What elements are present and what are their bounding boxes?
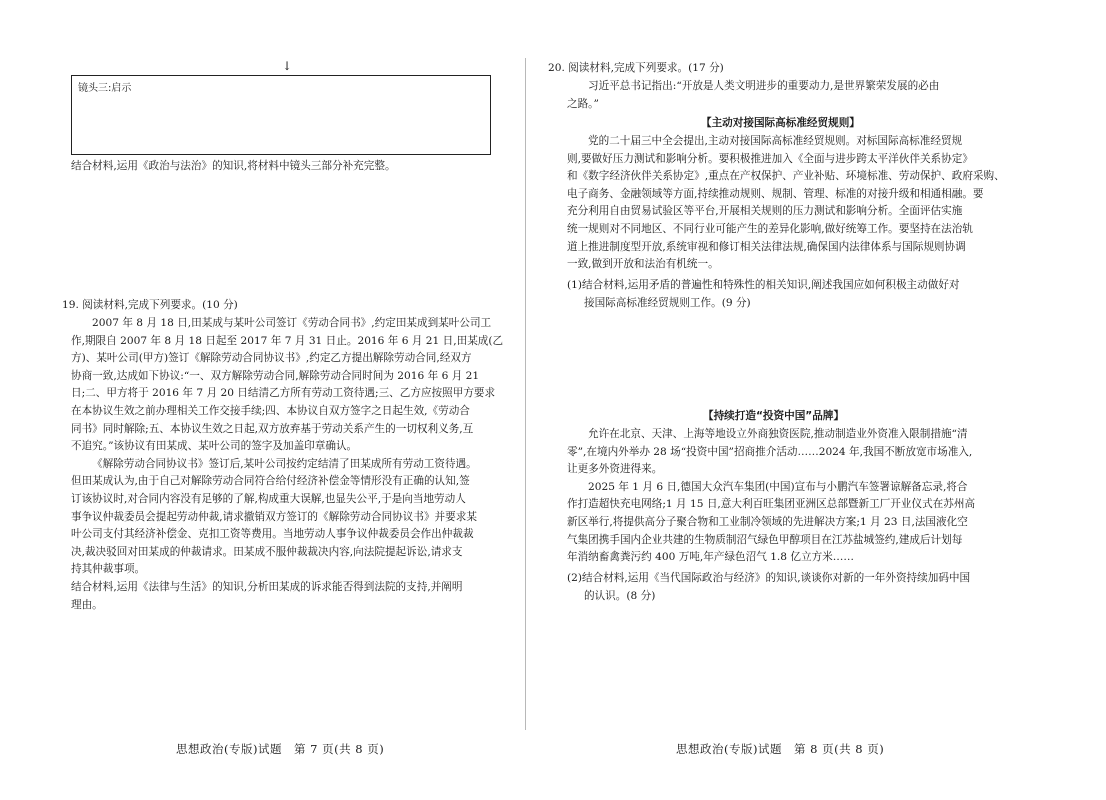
text-line: 2025 年 1 月 6 日,德国大众汽车集团(中国)宣布与小鹏汽车签署谅解备忘录,将合 bbox=[588, 480, 968, 493]
down-arrow-icon: ↓ bbox=[282, 59, 293, 73]
page-divider bbox=[525, 58, 526, 730]
q18-prompt: 结合材料,运用《政治与法治》的知识,将材料中镜头三部分补充完整。 bbox=[71, 160, 396, 172]
text-line: 订该协议时,对合同内容没有足够的了解,构成重大误解,也显失公平,于是向当地劳动人 bbox=[71, 492, 466, 505]
text-line: 接国际高标准经贸规则工作。(9 分) bbox=[584, 296, 751, 309]
text-line: 但田某成认为,由于自己对解除劳动合同符合给付经济补偿金等情形没有正确的认知,签 bbox=[71, 475, 470, 488]
text-line: 和《数字经济伙伴关系协定》,重点在产权保护、产业补贴、环境标准、劳动保护、政府采购、 bbox=[567, 170, 1005, 183]
answer-box-shot-three bbox=[71, 75, 491, 155]
section2-material bbox=[567, 426, 975, 567]
text-line: 作打造超快充电网络;1 月 15 日,意大利百旺集团亚洲区总部暨新工厂开业仪式在苏州高 bbox=[567, 498, 976, 511]
text-line: 则,要做好压力测试和影响分析。要积极推进加入《全面与进步跨太平洋伙伴关系协定》 bbox=[567, 152, 973, 165]
quote-block bbox=[567, 78, 939, 113]
text-line: 《解除劳动合同协议书》签订后,某叶公司按约定结清了田某成所有劳动工资待遇。 bbox=[92, 457, 477, 470]
text-line: 充分利用自由贸易试验区等平台,开展相关规则的压力测试和影响分析。全面评估实施 bbox=[567, 205, 963, 218]
text-line: 日;二、甲方将于 2016 年 7 月 20 日结清乙方所有劳动工资待遇;三、乙方应按照甲方要求 bbox=[71, 387, 496, 400]
text-line: 同书》同时解除;五、本协议生效之日起,双方放弃基于劳动关系产生的一切权利义务,互 bbox=[71, 422, 474, 435]
text-line: 2007 年 8 月 18 日,田某成与某叶公司签订《劳动合同书》,约定田某成到某叶公司工 bbox=[92, 317, 492, 329]
text-line: 允许在北京、天津、上海等地设立外商独资医院,推动制造业外资准入限制措施“清 bbox=[588, 428, 968, 440]
q20-1-prompt bbox=[567, 277, 960, 312]
text-line: 党的二十届三中全会提出,主动对接国际高标准经贸规则。对标国际高标准经贸规 bbox=[588, 135, 963, 147]
q19-prompt: 理由。 bbox=[71, 598, 103, 611]
text-line: 的认识。(8 分) bbox=[584, 589, 656, 602]
section-title: 【持续打造“投资中国”品牌】 bbox=[703, 410, 845, 422]
text-line: 统一规则对不同地区、不同行业可能产生的差异化影响,做好统筹工作。要坚持在法治轨 bbox=[567, 222, 973, 235]
text-line: 习近平总书记指出:“开放是人类文明进步的重要动力,是世界繁荣发展的必由 bbox=[588, 80, 940, 92]
text-line: 持其仲裁事项。 bbox=[71, 563, 146, 576]
text-line: (1)结合材料,运用矛盾的普遍性和特殊性的相关知识,阐述我国应如何积极主动做好对 bbox=[567, 279, 960, 291]
text-line: 决,裁决驳回对田某成的仲裁请求。田某成不服仲裁裁决内容,向法院提起诉讼,请求支 bbox=[71, 545, 463, 558]
text-line: 协商一致,达成如下协议:“一、双方解除劳动合同,解除劳动合同时间为 2016 年 6 月 21 bbox=[71, 369, 480, 382]
q19-title: 19. 阅读材料,完成下列要求。(10 分) bbox=[62, 299, 238, 311]
text-line: 之路。” bbox=[567, 97, 599, 110]
q19-prompt: 结合材料,运用《法律与生活》的知识,分析田某成的诉求能否得到法院的支持,并阐明 bbox=[71, 580, 463, 593]
text-line: 一致,做到开放和法治有机统一。 bbox=[567, 258, 719, 271]
text-line: 新区举行,将提供高分子聚合物和工业制冷领域的先进解决方案;1 月 23 日,法国液化空 bbox=[567, 515, 968, 528]
text-line: 叶公司支付其经济补偿金、克扣工资等费用。当地劳动人事争议仲裁委员会作出仲裁裁 bbox=[71, 528, 474, 541]
text-line: 道上推进制度型开放,系统审视和修订相关法律法规,确保国内法律体系与国际规则协调 bbox=[567, 240, 966, 253]
text-line: 事争议仲裁委员会提起劳动仲裁,请求撤销双方签订的《解除劳动合同协议书》并要求某 bbox=[71, 510, 477, 523]
text-line: 气集团携手国内企业共建的生物质制沼气绿色甲醇项目在江苏盐城签约,建成后计划每 bbox=[567, 533, 963, 546]
page-footer-8: 思想政治(专版)试题 第 8 页(共 8 页) bbox=[676, 742, 885, 756]
text-line: 不追究。”该协议有田某成、某叶公司的签字及加盖印章确认。 bbox=[71, 440, 358, 453]
text-line: 方)、某叶公司(甲方)签订《解除劳动合同协议书》,约定乙方提出解除劳动合同,经双方 bbox=[71, 352, 472, 365]
text-line: 在本协议生效之前办理相关工作交接手续;四、本协议自双方签字之日起生效,《劳动合 bbox=[71, 404, 470, 417]
page-footer-7: 思想政治(专版)试题 第 7 页(共 8 页) bbox=[176, 742, 385, 756]
text-line: 电子商务、金融领域等方面,持续推动规则、规制、管理、标准的对接升级和相通相融。要 bbox=[567, 187, 984, 200]
section-title: 【主动对接国际高标准经贸规则】 bbox=[701, 117, 860, 129]
q20-2-prompt bbox=[567, 570, 970, 605]
q20-title: 20. 阅读材料,完成下列要求。(17 分) bbox=[548, 62, 724, 74]
text-line: 零”,在境内外举办 28 场“投资中国”招商推介活动……2024 年,我国不断放宽市场准入, bbox=[567, 445, 973, 458]
text-line: 让更多外资进得来。 bbox=[567, 463, 663, 476]
answer-box-label: 镜头三:启示 bbox=[78, 83, 132, 94]
q19-material bbox=[71, 315, 503, 614]
text-line: 年消纳畜禽粪污约 400 万吨,年产绿色沼气 1.8 亿立方米…… bbox=[567, 551, 854, 564]
text-line: (2)结合材料,运用《当代国际政治与经济》的知识,谈谈你对新的一年外资持续加码中国 bbox=[567, 572, 971, 584]
section1-material bbox=[567, 133, 1005, 274]
text-line: 作,期限自 2007 年 8 月 18 日起至 2017 年 7 月 31 日止。2016 年 6 月 21 日,田某成(乙 bbox=[71, 334, 504, 347]
